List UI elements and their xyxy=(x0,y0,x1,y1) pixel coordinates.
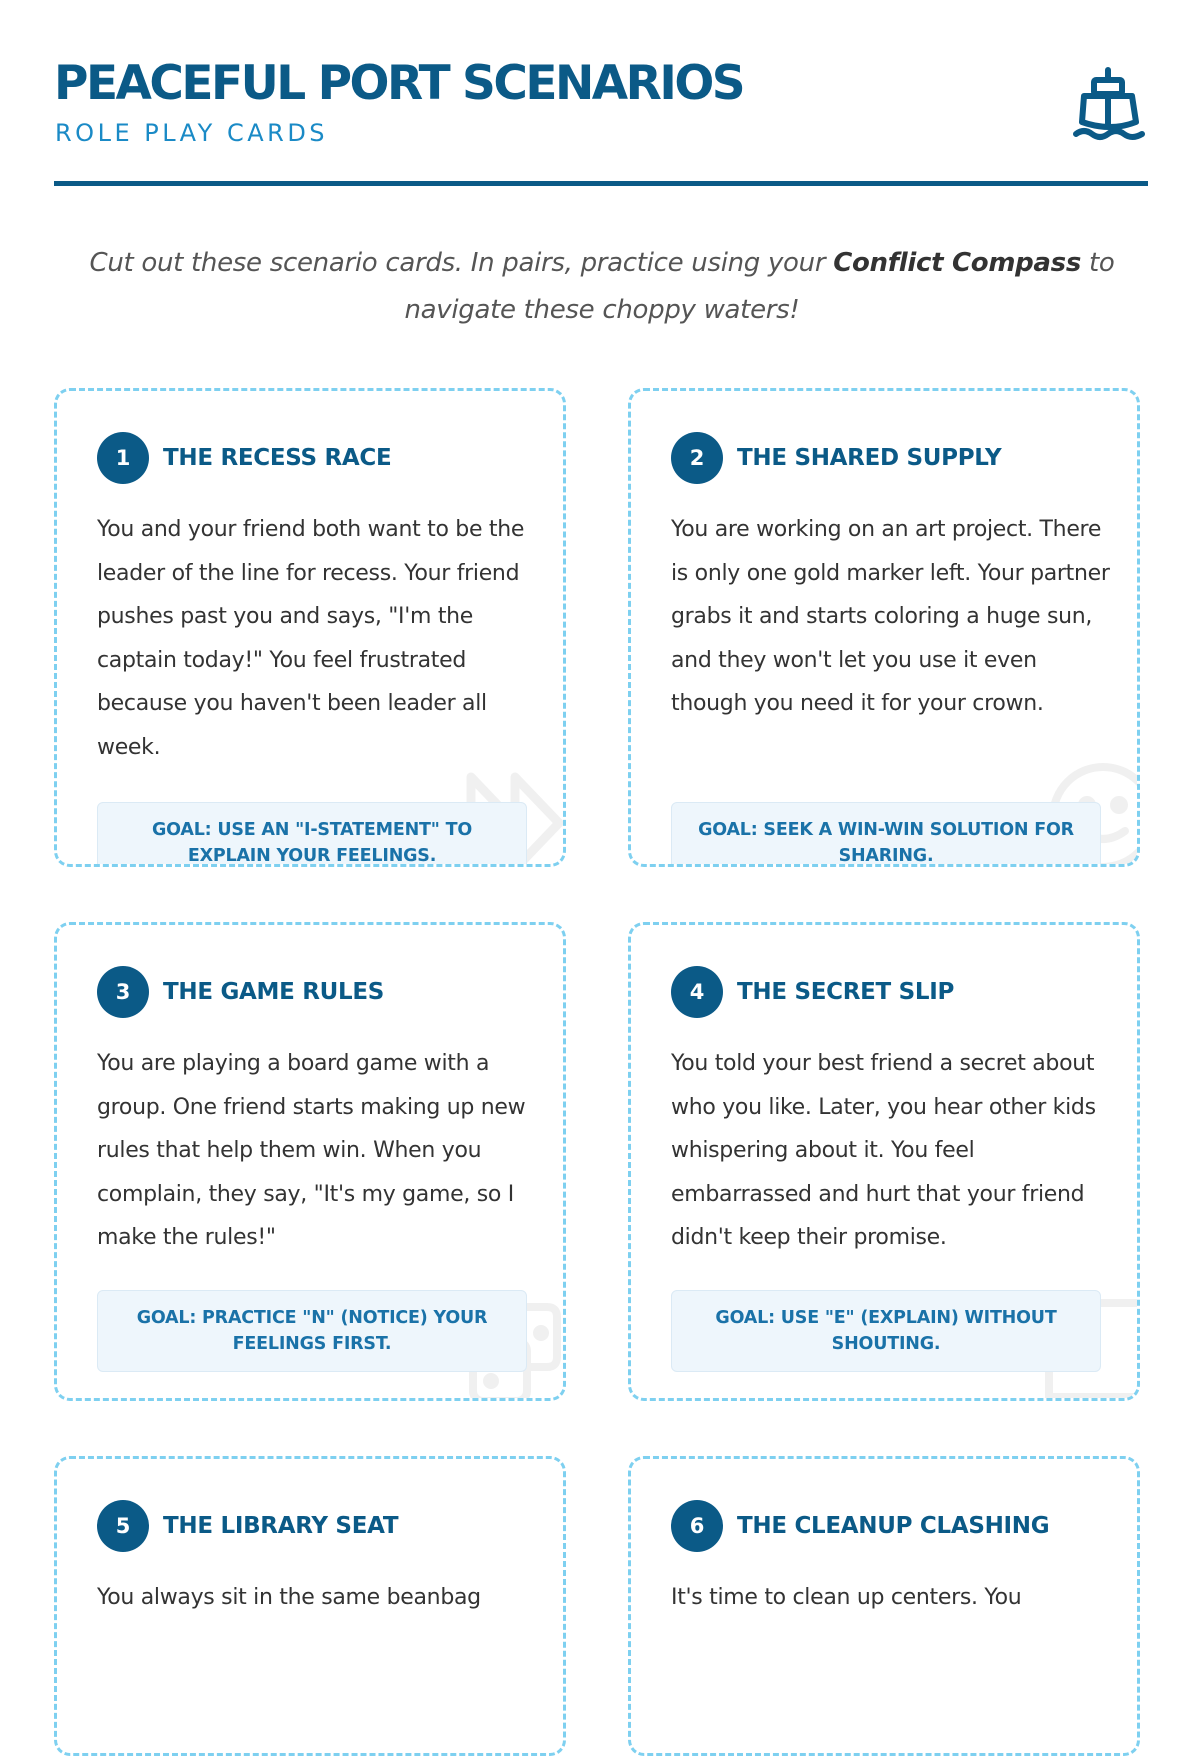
card-number-badge: 6 xyxy=(671,1500,723,1552)
intro-emphasis: Conflict Compass xyxy=(833,248,1082,278)
scenario-card-5 xyxy=(54,1456,566,1756)
scenario-card-2 xyxy=(628,388,1140,867)
intro-text-before: Cut out these scenario cards. In pairs, practice using your xyxy=(89,248,834,278)
card-header xyxy=(97,1500,398,1552)
scenario-card-3 xyxy=(54,922,566,1401)
card-title: THE SECRET SLIP xyxy=(737,979,955,1005)
card-goal: GOAL: USE "E" (EXPLAIN) WITHOUT SHOUTING. xyxy=(671,1290,1101,1372)
card-title: THE LIBRARY SEAT xyxy=(163,1513,399,1539)
page-subtitle: ROLE PLAY CARDS xyxy=(55,119,329,147)
instructions xyxy=(60,240,1144,334)
card-scenario-text: You always sit in the same beanbag xyxy=(97,1585,481,1610)
card-goal: GOAL: USE AN "I-STATEMENT" TO EXPLAIN YOUR FEELINGS. xyxy=(97,802,527,867)
ship-icon xyxy=(1072,66,1148,142)
card-header xyxy=(97,966,384,1018)
card-title: THE GAME RULES xyxy=(163,979,385,1005)
card-header xyxy=(671,966,954,1018)
card-number-badge: 5 xyxy=(97,1500,149,1552)
card-number-badge: 4 xyxy=(671,966,723,1018)
card-title: THE SHARED SUPPLY xyxy=(737,445,1002,471)
card-scenario-text: You are playing a board game with a group. One friend starts making up new rules that help them win. When you complain, they say, "It's my game, so I make the rules!" xyxy=(97,1051,526,1250)
card-header xyxy=(671,1500,1049,1552)
card-number-badge: 3 xyxy=(97,966,149,1018)
scenario-card-1 xyxy=(54,388,566,867)
card-title: THE RECESS RACE xyxy=(163,445,392,471)
card-goal: GOAL: SEEK A WIN-WIN SOLUTION FOR SHARING. xyxy=(671,802,1101,867)
header xyxy=(54,56,1148,186)
card-title: THE CLEANUP CLASHING xyxy=(737,1513,1050,1539)
page-title: PEACEFUL PORT SCENARIOS xyxy=(54,56,744,111)
card-header xyxy=(671,432,1001,484)
card-scenario-text: It's time to clean up centers. You xyxy=(671,1585,1022,1610)
card-goal: GOAL: PRACTICE "N" (NOTICE) YOUR FEELINGS FIRST. xyxy=(97,1290,527,1372)
scenario-card-6 xyxy=(628,1456,1140,1756)
header-divider xyxy=(54,181,1148,186)
intro-text-after: to navigate these choppy waters! xyxy=(404,248,1115,325)
card-header xyxy=(97,432,391,484)
card-scenario-text: You told your best friend a secret about who you like. Later, you hear other kids whispering about it. You feel embarrassed and hurt that your friend didn't keep their promise. xyxy=(671,1051,1096,1250)
card-scenario-text: You and your friend both want to be the leader of the line for recess. Your friend pushes past you and says, "I'm the captain today!" You feel frustrated because you haven't been leader all week. xyxy=(97,517,525,760)
scenario-card-4 xyxy=(628,922,1140,1401)
card-scenario-text: You are working on an art project. There is only one gold marker left. Your partner grabs it and starts coloring a huge sun, and they won't let you use it even though you need it for your crown. xyxy=(671,517,1110,716)
card-number-badge: 2 xyxy=(671,432,723,484)
card-number-badge: 1 xyxy=(97,432,149,484)
